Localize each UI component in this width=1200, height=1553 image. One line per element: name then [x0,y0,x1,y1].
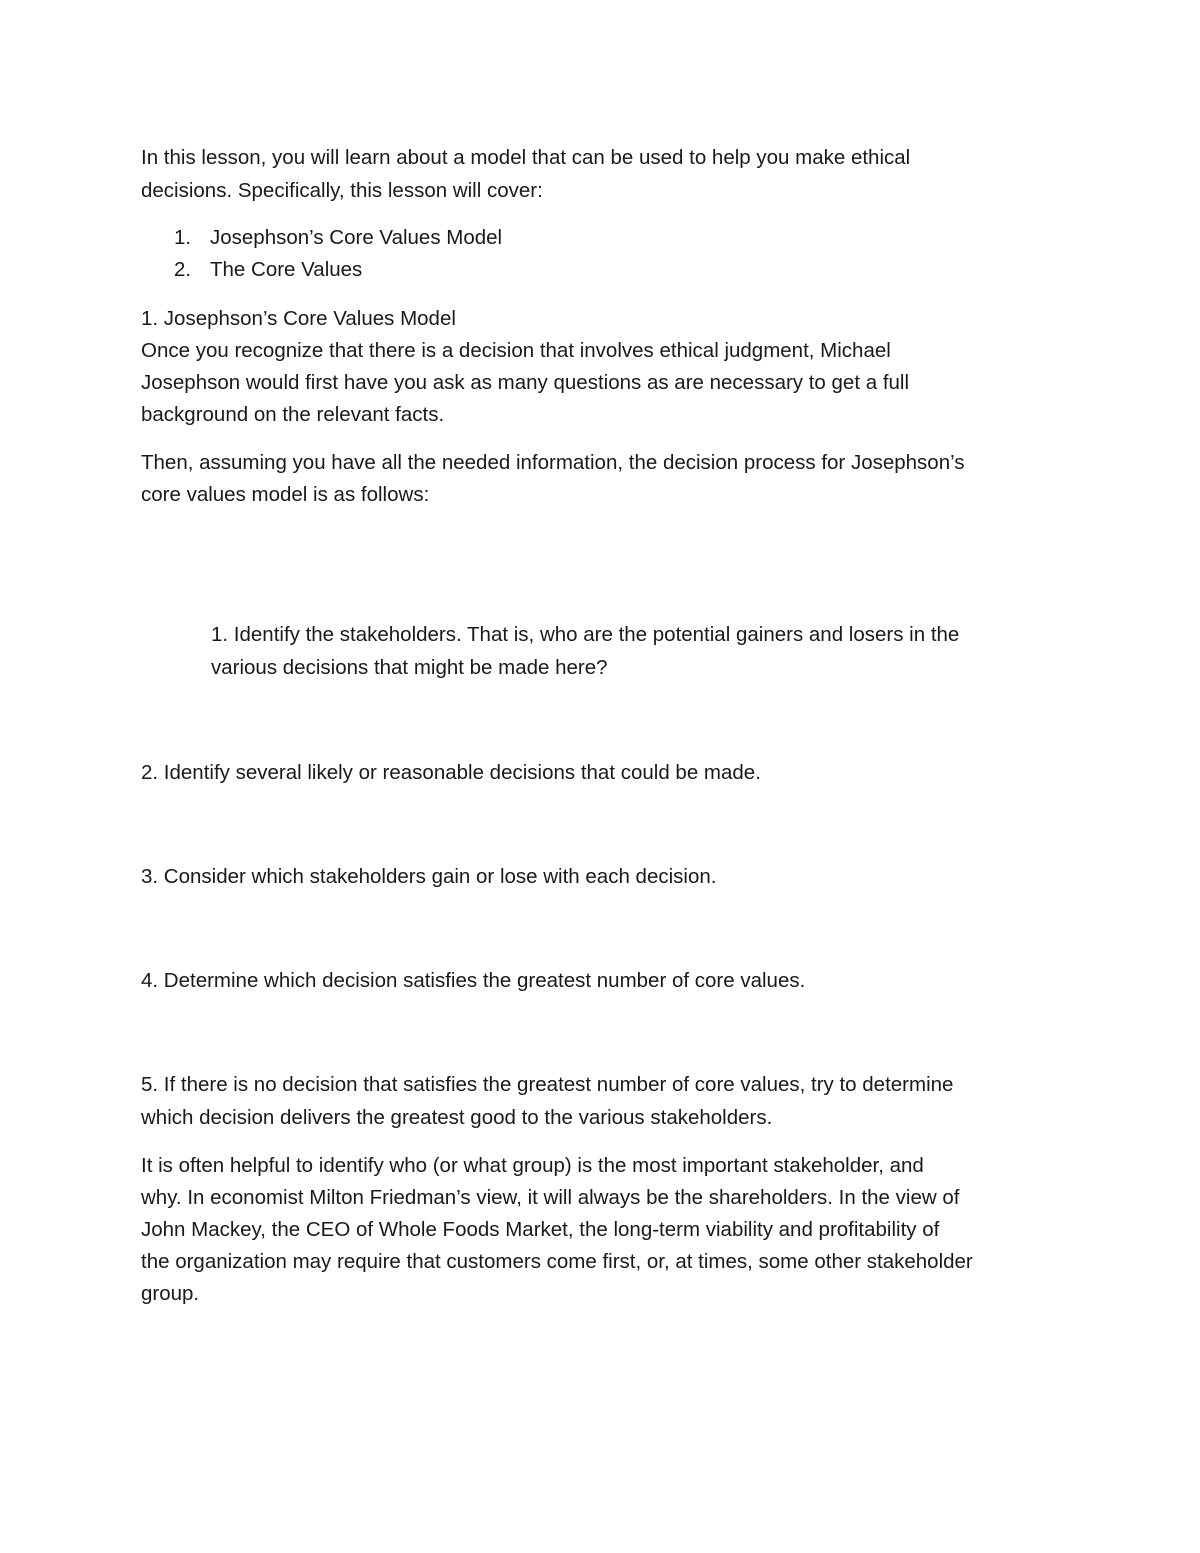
section-heading: 1. Josephson’s Core Values Model [141,307,456,330]
paragraph-line: background on the relevant facts. [141,403,445,426]
intro-line-2: decisions. Specifically, this lesson will cover: [141,179,543,202]
list-item-number: 1. [174,226,192,249]
paragraph-line: It is often helpful to identify who (or what group) is the most important stakeholder, and [141,1154,924,1177]
paragraph-line: the organization may require that customers come first, or, at times, some other stakeholder [141,1250,973,1273]
list-item [174,222,502,254]
step-5-line-2: which decision delivers the greatest good to the various stakeholders. [141,1106,773,1129]
paragraph-line: Once you recognize that there is a decision that involves ethical judgment, Michael [141,339,891,362]
list-item-number: 2. [174,258,192,281]
topics-list [174,222,502,286]
paragraph-line: Then, assuming you have all the needed information, the decision process for Josephson’s [141,451,965,474]
step-1-line-2: various decisions that might be made here? [211,656,608,679]
list-item-label: The Core Values [210,258,363,281]
step-5-line-1: 5. If there is no decision that satisfies the greatest number of core values, try to determine [141,1073,954,1096]
step-3: 3. Consider which stakeholders gain or lose with each decision. [141,865,717,888]
step-4: 4. Determine which decision satisfies the greatest number of core values. [141,969,806,992]
intro-line-1: In this lesson, you will learn about a model that can be used to help you make ethical [141,146,911,169]
paragraph-line: group. [141,1282,200,1305]
paragraph-line: why. In economist Milton Friedman’s view, it will always be the shareholders. In the view of [141,1186,960,1209]
paragraph-line: core values model is as follows: [141,483,430,506]
step-2: 2. Identify several likely or reasonable decisions that could be made. [141,761,761,784]
paragraph-line: John Mackey, the CEO of Whole Foods Market, the long-term viability and profitability of [141,1218,940,1241]
list-item [174,254,502,286]
step-1-line-1: 1. Identify the stakeholders. That is, who are the potential gainers and losers in the [211,623,960,646]
paragraph-line: Josephson would first have you ask as many questions as are necessary to get a full [141,371,910,394]
list-item-label: Josephson’s Core Values Model [210,226,503,249]
